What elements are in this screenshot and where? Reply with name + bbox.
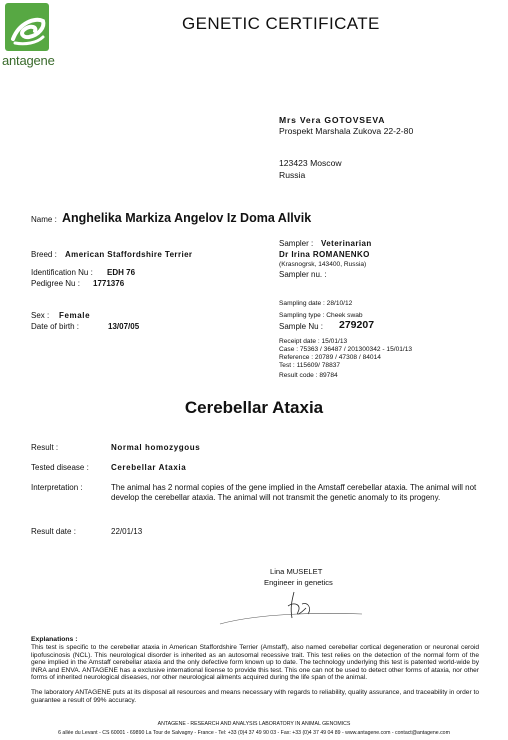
breed-label: Breed : xyxy=(31,250,57,259)
sex-label: Sex : xyxy=(31,311,50,320)
id-value: EDH 76 xyxy=(107,268,136,277)
interpretation-label: Interpretation : xyxy=(31,483,83,492)
owner-city: 123423 Moscow xyxy=(279,158,342,168)
antagene-logo xyxy=(5,3,49,51)
signatory-title: Engineer in genetics xyxy=(264,578,333,587)
sampling-date: Sampling date : 28/10/12 xyxy=(279,300,353,307)
sampling-type: Sampling type : Cheek swab xyxy=(279,312,363,319)
breed-value: American Staffordshire Terrier xyxy=(65,250,193,259)
dog-name-label: Name : xyxy=(31,215,57,224)
result-value: Normal homozygous xyxy=(111,443,201,452)
sampler-label: Sampler : xyxy=(279,239,314,248)
owner-name: Mrs Vera GOTOVSEVA xyxy=(279,115,386,125)
sampler-role: Veterinarian xyxy=(321,239,372,248)
result-label: Result : xyxy=(31,443,59,452)
explanations-heading: Explanations : xyxy=(31,636,78,643)
owner-country: Russia xyxy=(279,170,306,180)
pedigree-value: 1771376 xyxy=(93,279,125,288)
sampler-nu-label: Sampler nu. : xyxy=(279,270,327,279)
sample-nu-value: 279207 xyxy=(339,319,375,331)
sample-nu-label: Sample Nu : xyxy=(279,322,324,331)
result-date-label: Result date : xyxy=(31,527,76,536)
explanations-paragraph-2: The laboratory ANTAGENE puts at its disposal all resources and means necessary with regards to reliability, quality assurance, and traceability in order to guarantee a result of 99% accuracy. xyxy=(31,689,479,704)
sampler-location: (Krasnogrsk, 143400, Russia) xyxy=(279,261,367,268)
interpretation-text: The animal has 2 normal copies of the gene implied in the Amstaff cerebellar ataxia. The animal will not develop the cerebellar ataxia. The animal will not transmit the genetic anomaly to its progeny. xyxy=(111,483,477,503)
disease-value: Cerebellar Ataxia xyxy=(111,463,187,472)
test-heading: Cerebellar Ataxia xyxy=(184,398,324,417)
dog-name: Anghelika Markiza Angelov Iz Doma Allvik xyxy=(62,211,312,225)
dob-label: Date of birth : xyxy=(31,322,80,331)
explanations-paragraph-1: This test is specific to the cerebellar ataxia in American Staffordshire Terrier (Amstaff), also named cerebellar cortical degeneration or neuronal ceroid lipofuscinosis (NCL). This neurological disorder is inherited as an autosomal recessive trait. This test relies on the detection of the normal form of the gene implied in the Amstaff cerebellar ataxia and the only defective form known up to date. The technology underlying this test is patented world-wide by INRA and ENVA. ANTAGENE has a exclusive international license to provide this test. This one can not be used to detect other forms of ataxia, nor other forms of inherited neurological diseases, nor other neurological ailments acquired during the life span of the animal. xyxy=(31,644,479,682)
test-numbers: Test : 115609/ 78837 xyxy=(279,362,341,369)
owner-street: Prospekt Marshala Zukova 22-2-80 xyxy=(279,126,414,136)
page-title: GENETIC CERTIFICATE xyxy=(182,14,380,33)
signatory-name: Lina MUSELET xyxy=(270,567,323,576)
footer-lab-name: ANTAGENE - RESEARCH AND ANALYSIS LABORATORY IN ANIMAL GENOMICS xyxy=(157,721,351,727)
id-label: Identification Nu : xyxy=(31,268,93,277)
receipt-date: Receipt date : 15/01/13 xyxy=(279,338,348,345)
footer-address: 6 allée du Levant - CS 60001 - 69890 La Tour de Salvagny - France - Tel: +33 (0)4 37 49 90 03 - Fax: +33 (0)4 37 49 04 89 - www.antagene.com - contact@antagene.com xyxy=(58,730,450,736)
disease-label: Tested disease : xyxy=(31,463,89,472)
handwritten-signature xyxy=(216,584,366,626)
result-code: Result code : 89784 xyxy=(279,372,338,379)
sampler-name: Dr Irina ROMANENKO xyxy=(279,250,370,259)
logo-swirl-icon xyxy=(5,3,49,51)
sex-value: Female xyxy=(59,311,91,320)
dob-value: 13/07/05 xyxy=(108,322,140,331)
reference-numbers: Reference : 20789 / 47308 / 84014 xyxy=(279,354,381,361)
logo-wordmark: antagene xyxy=(2,53,55,68)
case-numbers: Case : 75363 / 36487 / 201300342 - 15/01/13 xyxy=(279,346,413,353)
result-date-value: 22/01/13 xyxy=(111,527,143,536)
pedigree-label: Pedigree Nu : xyxy=(31,279,80,288)
